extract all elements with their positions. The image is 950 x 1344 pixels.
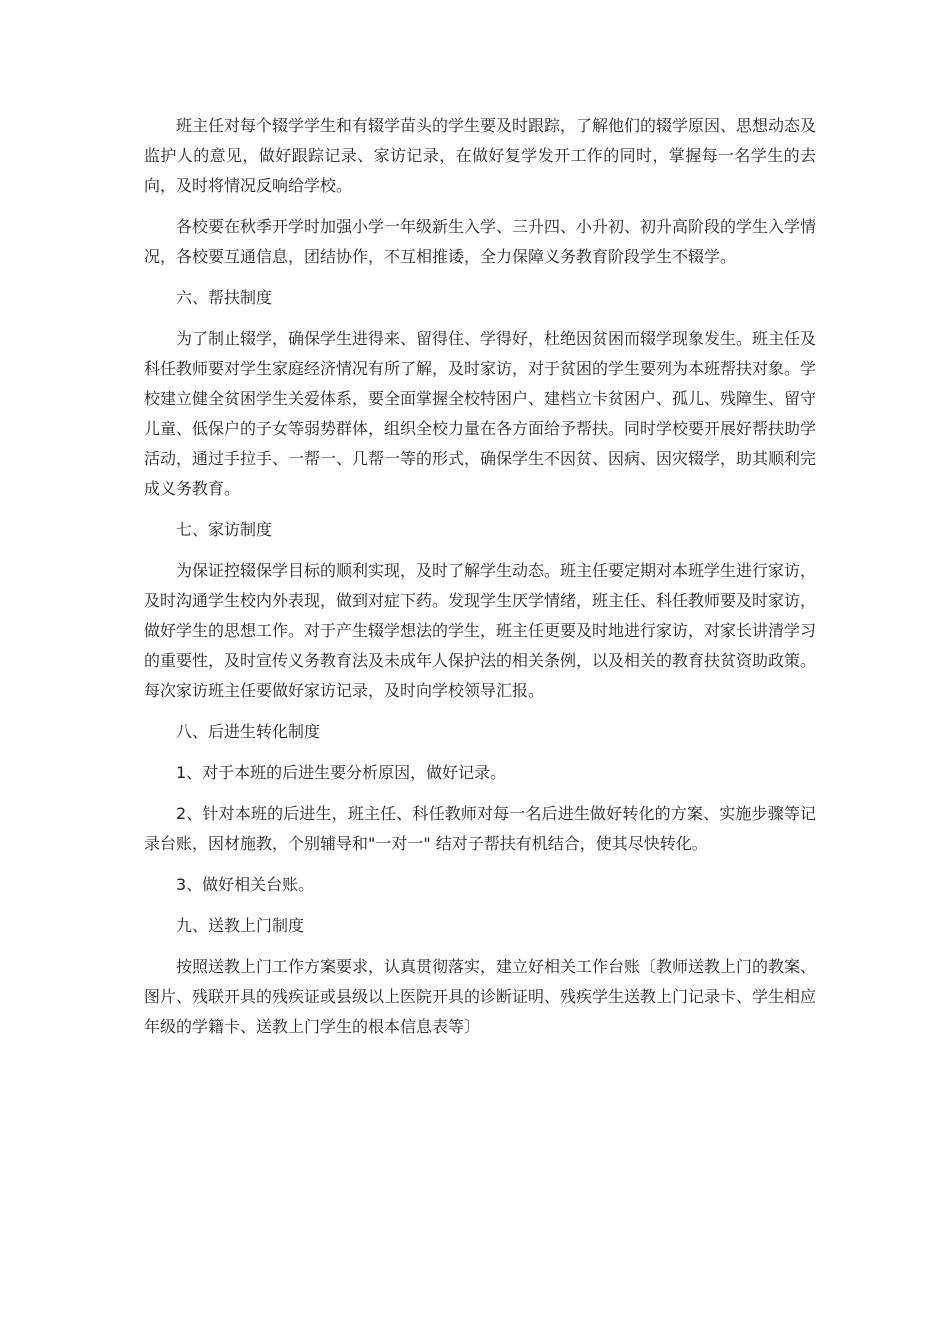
section-heading-support: 六、帮扶制度	[176, 288, 273, 307]
paragraph-enrollment: 各校要在秋季开学时加强小学一年级新生入学、三升四、小升初、初升高阶段的学生入学情况，各校要互通信息，团结协作，不互相推诿，全力保障义务教育阶段学生不辍学。	[144, 217, 817, 266]
paragraph-tracking: 班主任对每个辍学学生和有辍学苗头的学生要及时跟踪，了解他们的辍学原因、思想动态及监护人的意见，做好跟踪记录、家访记录，在做好复学发开工作的同时，掌握每一名学生的去向，及时将情况反响给学校。	[144, 116, 817, 195]
list-item-3: 3、做好相关台账。	[176, 875, 315, 894]
section-heading-home-teaching: 九、送教上门制度	[176, 916, 305, 935]
list-item-2: 2、针对本班的后进生，班主任、科任教师对每一名后进生做好转化的方案、实施步骤等记录台账，因材施教，个别辅导和"一对一" 结对子帮扶有机结合，使其尽快转化。	[144, 804, 816, 853]
paragraph-home-visit: 为保证控辍保学目标的顺利实现，及时了解学生动态。班主任要定期对本班学生进行家访，及时沟通学生校内外表现，做到对症下药。发现学生厌学情绪，班主任、科任教师要及时家访，做好学生的思想工作。对于产生辍学想法的学生，班主任更要及时地进行家访，对家长讲清学习的重要性，及时宣传义务教育法及未成年人保护法的相关条例，以及相关的教育扶贫资助政策。每次家访班主任要做好家访记录，及时向学校领导汇报。	[144, 561, 817, 700]
section-heading-underachiever: 八、后进生转化制度	[176, 722, 321, 741]
section-heading-home-visit: 七、家访制度	[176, 520, 273, 539]
document-body	[144, 111, 816, 1053]
list-item-1: 1、对于本班的后进生要分析原因，做好记录。	[176, 763, 507, 782]
paragraph-support: 为了制止辍学，确保学生进得来、留得住、学得好，杜绝因贫困而辍学现象发生。班主任及科任教师要对学生家庭经济情况有所了解，及时家访，对于贫困的学生要列为本班帮扶对象。学校建立健全贫困学生关爱体系，要全面掌握全校特困户、建档立卡贫困户、孤儿、残障生、留守儿童、低保户的子女等弱势群体，组织全校力量在各方面给予帮扶。同时学校要开展好帮扶助学活动，通过手拉手、一帮一、几帮一等的形式，确保学生不因贫、因病、因灾辍学，助其顺利完成义务教育。	[144, 329, 817, 498]
paragraph-home-teaching: 按照送教上门工作方案要求，认真贯彻落实，建立好相关工作台账〔教师送教上门的教案、图片、残联开具的残疾证或县级以上医院开具的诊断证明、残疾学生送教上门记录卡、学生相应年级的学籍卡、送教上门学生的根本信息表等〕	[144, 957, 817, 1036]
